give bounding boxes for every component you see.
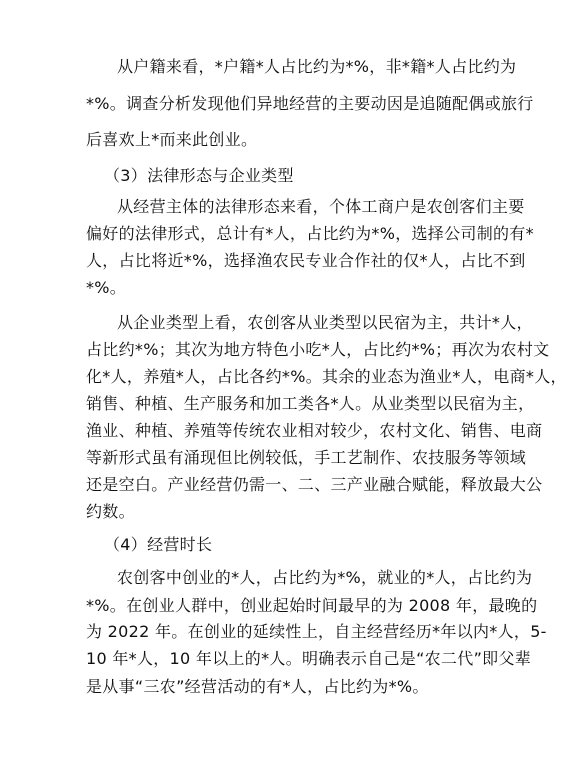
text-line: 偏好的法律形式，总计有*人，占比约为*%，选择公司制的有* bbox=[86, 224, 534, 243]
text-line: 人，占比将近*%，选择渔农民专业合作社的仅*人，占比不到 bbox=[86, 251, 526, 270]
text-line: 占比约*%；其次为地方特色小吃*人，占比约*%；再次为农村文 bbox=[86, 340, 550, 359]
text-line: 化*人，养殖*人，占比各约*%。其余的业态为渔业*人，电商*人， bbox=[86, 367, 567, 386]
text-line: 是从事“三农”经营活动的有*人，占比约为*%。 bbox=[86, 677, 429, 696]
text-line: 还是空白。产业经营仍需一、二、三产业融合赋能，释放最大公 bbox=[86, 475, 543, 494]
text-line: *%。 bbox=[86, 278, 127, 297]
text-line: 从户籍来看，*户籍*人占比约为*%，非*籍*人占比约为 bbox=[117, 57, 517, 76]
text-line: 等新形式虽有涌现但比例较低，手工艺制作、农技服务等领域 bbox=[86, 448, 527, 467]
text-line: 农创客中创业的*人，占比约为*%，就业的*人，占比约为 bbox=[117, 568, 533, 587]
text-line: 销售、种植、生产服务和加工类各*人。从业类型以民宿为主， bbox=[86, 394, 535, 413]
section-heading: （4）经营时长 bbox=[104, 535, 213, 554]
text-line: 从企业类型上看，农创客从业类型以民宿为主，共计*人， bbox=[117, 313, 533, 332]
text-line: 为 2022 年。在创业的延续性上，自主经营经历*年以内*人，5- bbox=[86, 622, 547, 641]
text-line: 从经营主体的法律形态来看，个体工商户是农创客们主要 bbox=[117, 197, 525, 216]
text-line: *%。在创业人群中，创业起始时间最早的为 2008 年，最晚的 bbox=[86, 596, 538, 615]
text-line: 后喜欢上*而来此创业。 bbox=[86, 130, 258, 149]
text-line: *%。调查分析发现他们异地经营的主要动因是追随配偶或旅行 bbox=[86, 94, 534, 113]
text-line: 约数。 bbox=[86, 502, 135, 521]
section-heading: （3）法律形态与企业类型 bbox=[104, 166, 294, 185]
text-line: 渔业、种植、养殖等传统农业相对较少，农村文化、销售、电商 bbox=[86, 421, 543, 440]
text-line: 10 年*人，10 年以上的*人。明确表示自己是“农二代”即父辈 bbox=[86, 649, 532, 668]
